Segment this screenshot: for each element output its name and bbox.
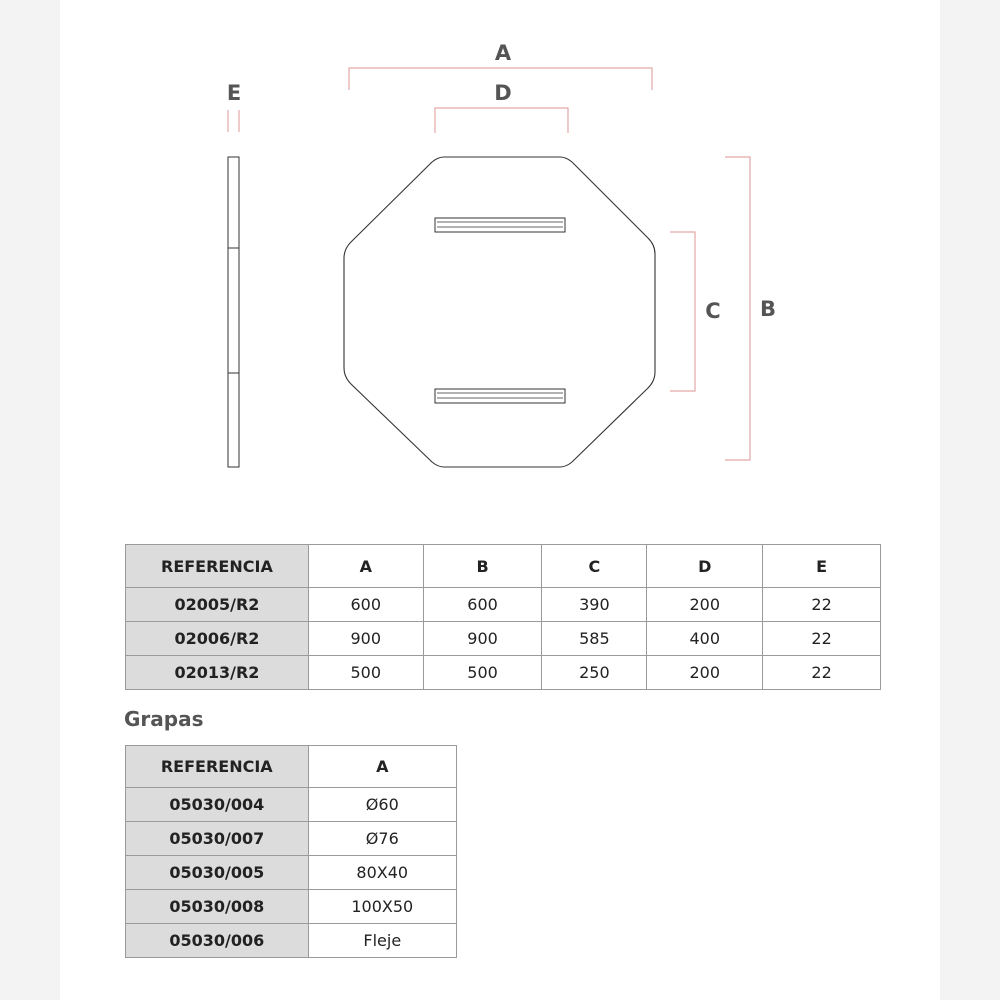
top-slot xyxy=(435,218,565,232)
table-row xyxy=(126,656,881,690)
table-header-row xyxy=(126,545,881,588)
cell-referencia: 02005/R2 xyxy=(126,588,309,622)
side-view-plate xyxy=(228,157,239,467)
cell-referencia: 05030/006 xyxy=(126,924,309,958)
cell-a: 80X40 xyxy=(308,856,456,890)
cell-a: Ø76 xyxy=(308,822,456,856)
dimension-b-label: B xyxy=(759,297,777,321)
table-row xyxy=(126,822,457,856)
header-b: B xyxy=(423,545,542,588)
cell-a: Ø60 xyxy=(308,788,456,822)
header-e: E xyxy=(763,545,881,588)
header-referencia: REFERENCIA xyxy=(126,545,309,588)
cell-a: 500 xyxy=(308,656,423,690)
header-a: A xyxy=(308,746,456,788)
dimensions-table xyxy=(125,544,881,690)
dimension-d-label: D xyxy=(494,81,512,105)
dimension-c-label: C xyxy=(705,299,721,323)
dimension-e xyxy=(227,81,241,132)
cell-b: 500 xyxy=(423,656,542,690)
table-row xyxy=(126,890,457,924)
grapas-title: Grapas xyxy=(124,707,204,731)
header-referencia: REFERENCIA xyxy=(126,746,309,788)
cell-e: 22 xyxy=(763,622,881,656)
table-row xyxy=(126,924,457,958)
cell-c: 250 xyxy=(542,656,647,690)
bottom-slot xyxy=(435,389,565,403)
table-row xyxy=(126,588,881,622)
header-d: D xyxy=(647,545,763,588)
cell-c: 585 xyxy=(542,622,647,656)
octagon-plate-outline xyxy=(344,157,655,467)
cell-d: 400 xyxy=(647,622,763,656)
cell-c: 390 xyxy=(542,588,647,622)
cell-a: Fleje xyxy=(308,924,456,958)
table-row xyxy=(126,622,881,656)
cell-referencia: 02013/R2 xyxy=(126,656,309,690)
dimension-d xyxy=(435,81,568,133)
cell-e: 22 xyxy=(763,588,881,622)
grapas-table xyxy=(125,745,457,958)
header-a: A xyxy=(308,545,423,588)
cell-a: 600 xyxy=(308,588,423,622)
cell-a: 900 xyxy=(308,622,423,656)
cell-b: 900 xyxy=(423,622,542,656)
table-row xyxy=(126,856,457,890)
dimension-b xyxy=(725,157,776,460)
dimension-c xyxy=(670,232,721,391)
cell-e: 22 xyxy=(763,656,881,690)
cell-referencia: 05030/008 xyxy=(126,890,309,924)
cell-d: 200 xyxy=(647,656,763,690)
table-header-row xyxy=(126,746,457,788)
dimension-e-label: E xyxy=(226,81,242,105)
cell-a: 100X50 xyxy=(308,890,456,924)
cell-b: 600 xyxy=(423,588,542,622)
table-row xyxy=(126,788,457,822)
cell-referencia: 05030/004 xyxy=(126,788,309,822)
cell-referencia: 02006/R2 xyxy=(126,622,309,656)
header-c: C xyxy=(542,545,647,588)
dimension-a-label: A xyxy=(494,41,512,65)
cell-d: 200 xyxy=(647,588,763,622)
cell-referencia: 05030/005 xyxy=(126,856,309,890)
cell-referencia: 05030/007 xyxy=(126,822,309,856)
